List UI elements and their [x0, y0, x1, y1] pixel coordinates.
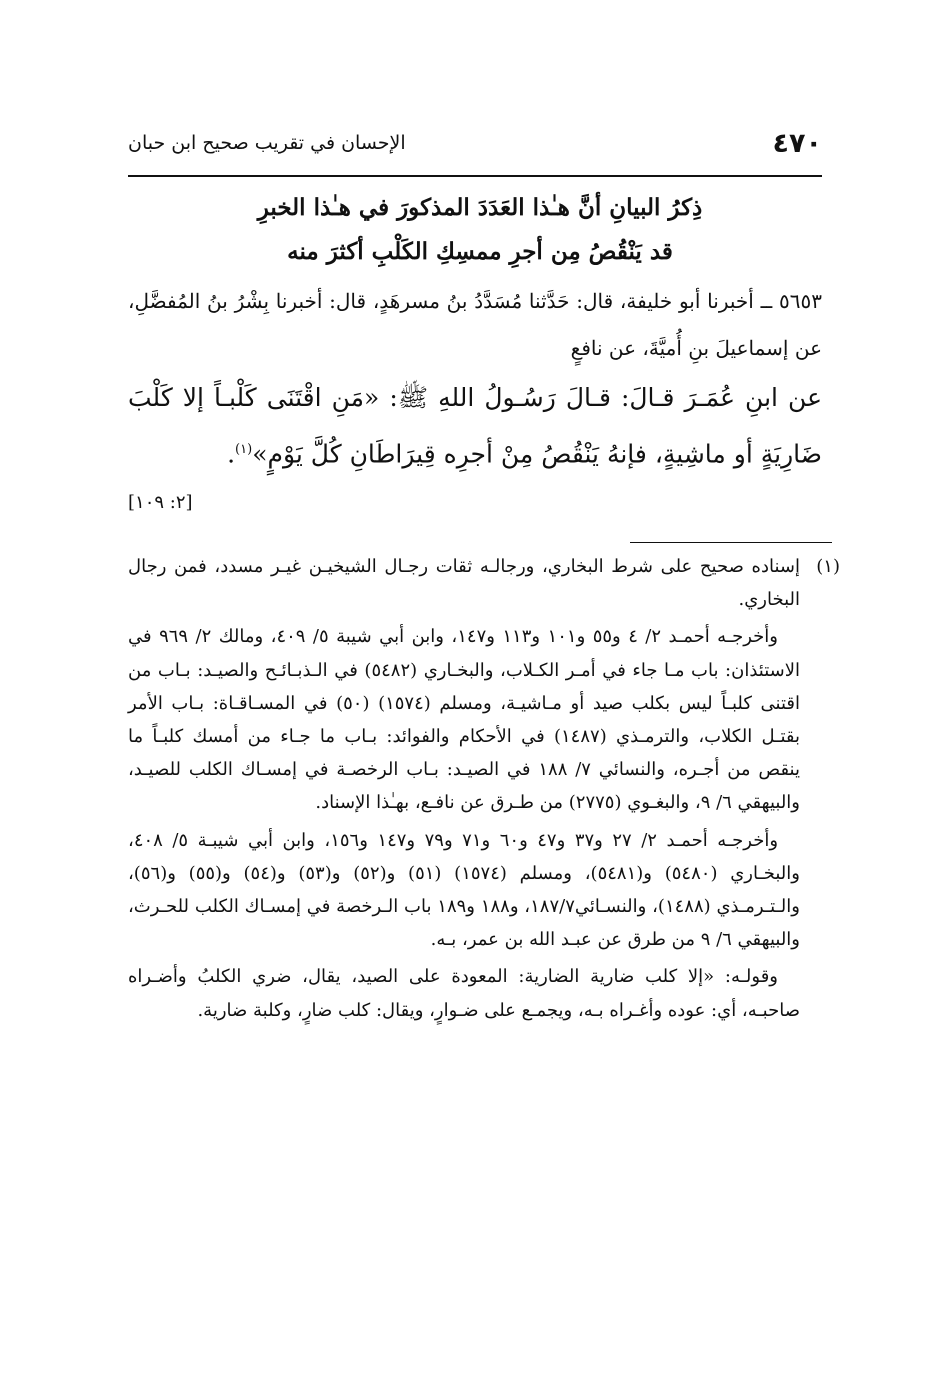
footnote-marker: (١) — [816, 556, 840, 577]
heading-line-2: قد يَنْقُصُ مِن أجرِ ممسِكِ الكَلْبِ أكثرَ منه — [287, 238, 673, 265]
footnotes — [128, 550, 840, 1027]
end-mark: . — [227, 439, 236, 469]
footnote-separator — [630, 542, 832, 543]
hadith-matn: عن ابنِ عُمَـرَ قـالَ: قـالَ رَسُـولُ اللهِ ﷺ: «مَنِ اقْتَنَى كَلْبـاً إلا كَلْبَ ضَارِيَةٍ أو ماشِيةٍ، فإنهُ يَنْقُصُ مِنْ أجرِه قِيرَاطَانِ كُلَّ يَوْمٍ» — [128, 383, 822, 469]
footnote-paragraph-2: وأخرجـه أحمـد ٢/ ٤ و٥٥ و١٠١ و١١٣ و١٤٧، وابن أبي شيبة ٥/ ٤٠٩، ومالك ٢/ ٩٦٩ في الاستئذان: باب مـا جاء في أمـر الكـلاب، والبخـاري (٥٤٨٢) في الـذبـائـح والصيـد: بـاب من اقتنى كلبـاً ليس بكلب صيد أو مـاشيـة، ومسلم (١٥٧٤) (٥٠) في المسـاقـاة: بـاب الأمر بقتـل الكلاب، والترمـذي (١٤٨٧) في الأحكام والفوائد: بـاب ما جـاء من أمسك كلبـاً ما ينقص من أجـره، والنسائي ٧/ ١٨٨ في الصيـد: بـاب الرخصـة في إمسـاك الكلب للصيـد، والبيهقي ٦/ ٩، والبغـوي (٢٧٧٥) من طـرق عن نافـع، بهـٰذا الإسناد. — [128, 626, 800, 814]
header-rule — [128, 175, 822, 177]
footnote-paragraph-1: إسناده صحيح على شرط البخاري، ورجالـه ثقات رجـال الشيخيـن غيـر مسدد، فمن رجال البخاري. — [128, 556, 800, 611]
chapter-heading — [140, 186, 820, 274]
footnote-1 — [128, 550, 840, 616]
footnote-paragraph-3: وأخرجـه أحمـد ٢/ ٢٧ و٣٧ و٤٧ و٦٠ و٧١ و٧٩ و١٤٧ و١٥٦، وابن أبي شيبـة ٥/ ٤٠٨، والبخـاري (٥٤٨٠) و(٥٤٨١)، ومسلم (١٥٧٤) (٥١) و(٥٢) و(٥٣) و(٥٤) و(٥٥) و(٥٦)، والـتـرمـذي (١٤٨٨)، والنسـائي١٨٧/٧، و١٨٨ و١٨٩ باب الـرخصة في إمسـاك الكلب للحـرث، والبيهقي ٦/ ٩ من طرق عن عبـد الله بن عمر، بـه. — [128, 829, 800, 951]
hadith-text — [128, 372, 822, 480]
heading-line-1: ذِكرُ البيانِ أنَّ هـٰذا العَدَدَ المذكورَ في هـٰذا الخبرِ — [257, 194, 703, 221]
page-number: ٤٧٠ — [772, 128, 822, 159]
page-header — [128, 128, 822, 176]
hadith-isnad: ٥٦٥٣ ــ أخبرنا أبو خليفة، قال: حَدَّثنا مُسَدَّدُ بنُ مسرهَدٍ، قال: أخبرنا بِشْرُ بنُ المُفضَّلِ، عن إسماعيلَ بنِ أُميَّةَ، عن نافعٍ — [128, 289, 822, 360]
running-title: الإحسان في تقريب صحيح ابن حبان — [128, 132, 406, 154]
footnote-paragraph-4: وقولـه: «إلا كلب ضارية الضارية: المعودة على الصيد، يقال، ضري الكلبُ وأضـراه صاحبـه، أي: عوده وأغـراه بـه، ويجمـع على ضـوارٍ، ويقال: كلب ضارٍ، وكلبة ضارية. — [128, 966, 800, 1021]
footnote-reference: (١) — [235, 442, 253, 457]
hadith-reference: [٢: ١٠٩] — [128, 492, 193, 513]
